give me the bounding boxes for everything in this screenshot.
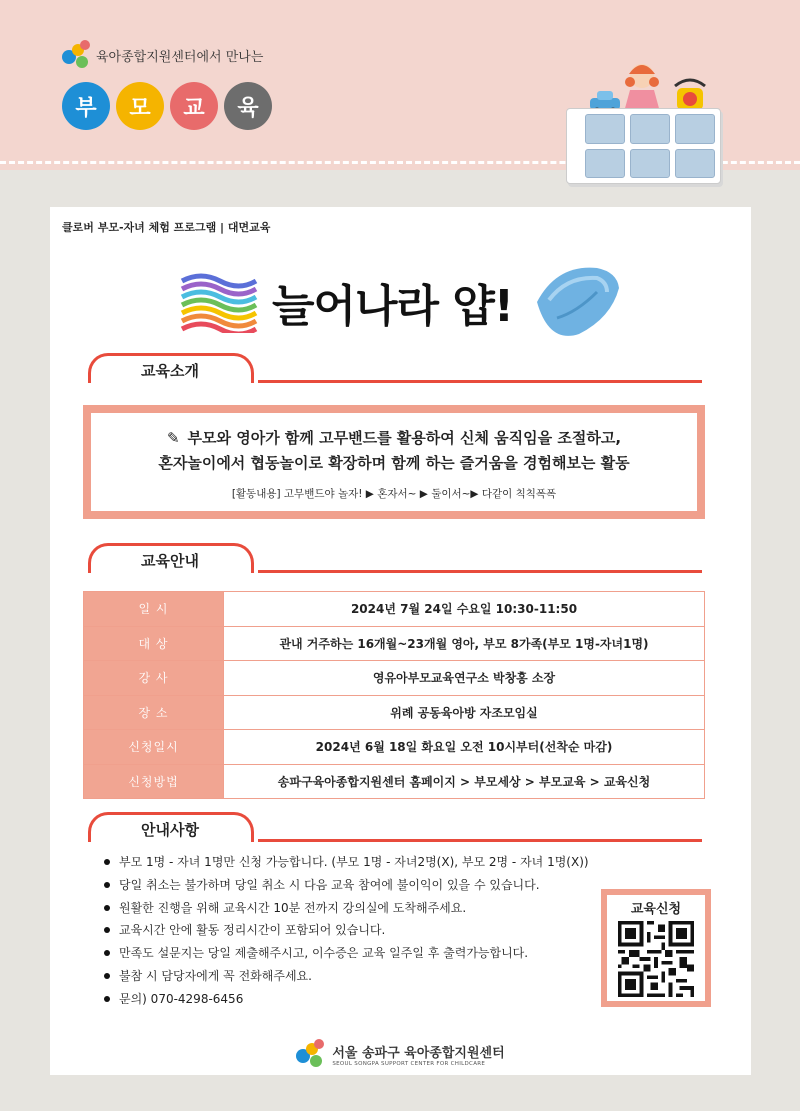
flyer-card [50, 207, 751, 1075]
center-logo-icon [296, 1039, 326, 1069]
table-row: 일 시 2024년 7월 24일 수요일 10:30-11:50 [84, 592, 705, 627]
info-table [83, 591, 705, 799]
toys-illustration [585, 60, 710, 115]
table-row: 신청일시 2024년 6월 18일 화요일 오전 10시부터(선착순 마감) [84, 730, 705, 765]
brand-line [62, 40, 263, 70]
list-item: 부모 1명 - 자녀 1명만 신청 가능합니다. (부모 1명 - 자녀2명(X), 부모 2명 - 자녀 1명(X)) [102, 851, 589, 874]
table-row: 신청방법 송파구육아종합지원센터 홈페이지 > 부모세상 > 부모교육 > 교육신청 [84, 764, 705, 799]
activity-content: [활동내용] 고무밴드야 놀자! ▶ 혼자서~ ▶ 둘이서~▶ 다같이 칙칙폭폭 [231, 488, 557, 500]
qr-box [601, 889, 711, 1007]
title-chips [62, 82, 272, 130]
section-guide-title: 교육안내 [88, 543, 702, 573]
toy-shelf-illustration [566, 108, 721, 184]
pencil-icon: ✎ [166, 429, 180, 447]
list-item: 만족도 설문지는 당일 제출해주시고, 이수증은 교육 일주일 후 출력가능합니다. [102, 942, 589, 965]
intro-box [83, 405, 705, 519]
rainbow-waves-icon [178, 271, 258, 333]
chip-gyo: 교 [170, 82, 218, 130]
chip-bu: 부 [62, 82, 110, 130]
brand-text: 육아종합지원센터에서 만나는 [96, 49, 264, 65]
intro-line-1: ✎ 부모와 영아가 함께 고무밴드를 활용하여 신체 움직임을 조절하고, [91, 426, 697, 451]
list-item: 문의) 070-4298-6456 [102, 988, 589, 1011]
table-row: 대 상 관내 거주하는 16개월~23개월 영아, 부모 8가족(부모 1명-자녀1명) [84, 626, 705, 661]
rubber-band-icon [527, 262, 623, 342]
headline: 늘어나라 얍! [272, 281, 513, 332]
headline-row [50, 262, 751, 342]
notes-list [102, 851, 589, 1011]
footer-center-name: 서울 송파구 육아종합지원센터 [332, 1045, 505, 1061]
footer-center-name-en: SEOUL SONGPA SUPPORT CENTER FOR CHILDCARE [332, 1060, 486, 1067]
chip-mo: 모 [116, 82, 164, 130]
section-notes-title: 안내사항 [88, 812, 702, 842]
table-row: 장 소 위례 공동육아방 자조모임실 [84, 695, 705, 730]
list-item: 교육시간 안에 활동 정리시간이 포함되어 있습니다. [102, 919, 589, 942]
list-item: 원활한 진행을 위해 교육시간 10분 전까지 강의실에 도착해주세요. [102, 897, 589, 920]
footer [50, 1039, 751, 1069]
center-logo-icon [62, 40, 92, 70]
chip-yuk: 육 [224, 82, 272, 130]
qr-title: 교육신청 [630, 902, 682, 917]
list-item: 불참 시 담당자에게 꼭 전화해주세요. [102, 965, 589, 988]
list-item: 당일 취소는 불가하며 당일 취소 시 다음 교육 참여에 불이익이 있을 수 있습니다. [102, 874, 589, 897]
qr-code-icon[interactable] [617, 921, 695, 997]
program-line: 클로버 부모-자녀 체험 프로그램 | 대면교육 [62, 221, 271, 234]
section-intro-title: 교육소개 [88, 353, 702, 383]
intro-line-2: 혼자놀이에서 협동놀이로 확장하며 함께 하는 즐거움을 경험해보는 활동 [158, 454, 630, 472]
table-row: 강 사 영유아부모교육연구소 박창홍 소장 [84, 661, 705, 696]
